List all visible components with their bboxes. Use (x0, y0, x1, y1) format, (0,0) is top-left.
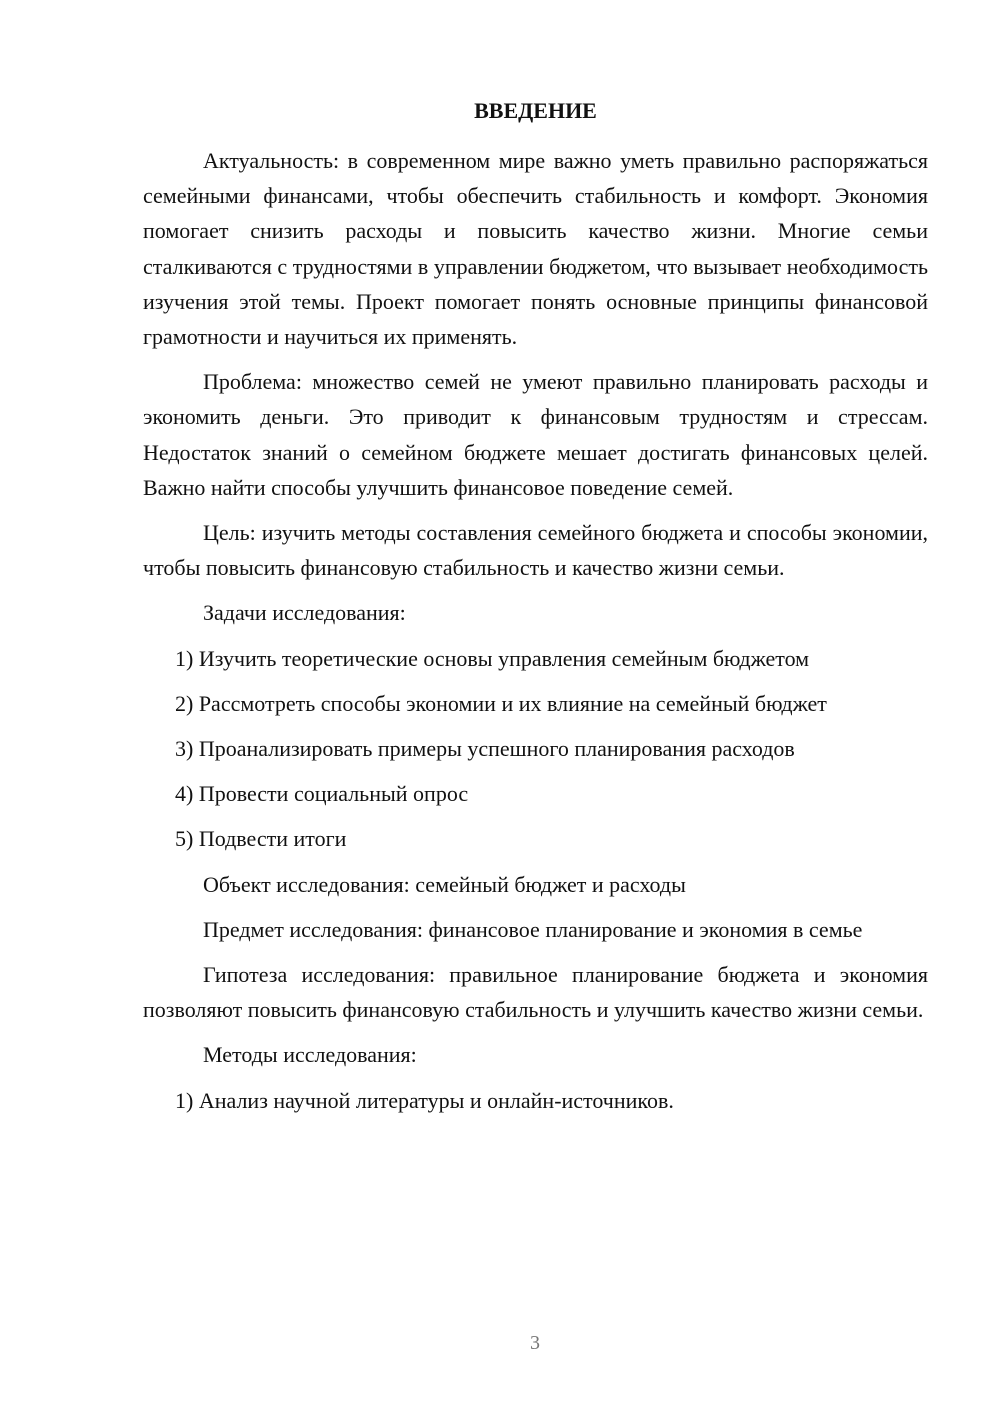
task-item: 1) Изучить теоретические основы управления семейным бюджетом (175, 645, 810, 671)
tasks-heading: Задачи исследования: (203, 600, 406, 626)
methods-heading: Методы исследования: (203, 1042, 417, 1068)
page-number: 3 (530, 1332, 540, 1354)
task-item: 5) Подвести итоги (175, 826, 347, 852)
method-item: 1) Анализ научной литературы и онлайн-источников. (175, 1087, 674, 1113)
task-item: 4) Провести социальный опрос (175, 781, 469, 807)
task-item: 2) Рассмотреть способы экономии и их влияние на семейный бюджет (175, 690, 827, 716)
paragraph-goal: Цель: изучить методы составления семейного бюджета и способы экономии, чтобы повысить финансовую стабильность и качество жизни семьи. (143, 520, 928, 581)
paragraph-object: Объект исследования: семейный бюджет и расходы (203, 871, 686, 897)
paragraph-problem: Проблема: множество семей не умеют правильно планировать расходы и экономить деньги. Это приводит к финансовым трудностям и стрессам. Недостаток знаний о семейном бюджете мешает достигать финансовых целей. Важно найти способы улучшить финансовое поведение семей. (143, 369, 928, 500)
paragraph-relevance: Актуальность: в современном мире важно уметь правильно распоряжаться семейными финансами, чтобы обеспечить стабильность и комфорт. Экономия помогает снизить расходы и повысить качество жизни. Многие семьи сталкиваются с трудностями в управлении бюджетом, что вызывает необходимость изучения этой темы. Проект помогает понять основные принципы финансовой грамотности и научиться их применять. (143, 148, 928, 350)
paragraph-subject: Предмет исследования: финансовое планирование и экономия в семье (203, 916, 863, 942)
document-body (143, 143, 928, 1128)
paragraph-hypothesis: Гипотеза исследования: правильное планирование бюджета и экономия позволяют повысить финансовую стабильность и улучшить качество жизни семьи. (143, 962, 928, 1023)
task-item: 3) Проанализировать примеры успешного планирования расходов (175, 736, 795, 762)
section-heading: ВВЕДЕНИЕ (474, 98, 597, 123)
